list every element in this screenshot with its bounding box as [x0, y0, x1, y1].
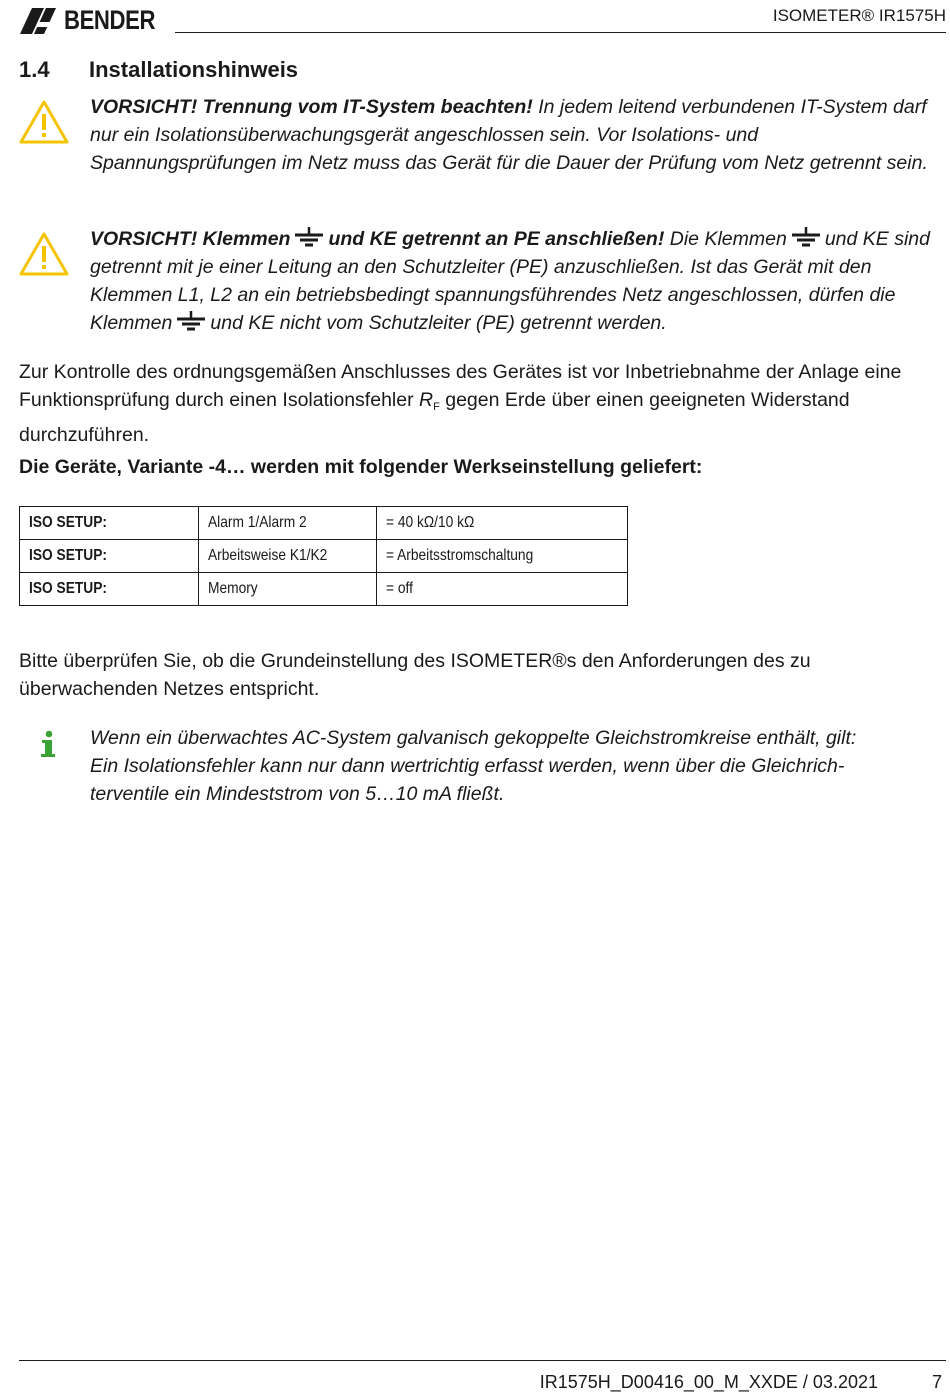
table-cell	[20, 573, 199, 606]
footer-divider	[19, 1360, 946, 1361]
ground-symbol-icon	[176, 311, 206, 331]
table-cell	[377, 507, 628, 540]
warning-it-system	[90, 93, 938, 177]
table-row	[20, 540, 628, 573]
table-cell-text: = Arbeitsstromschaltung	[386, 547, 534, 564]
warning-pe-title-a: VORSICHT! Klemmen	[90, 228, 291, 250]
info-note-line2: Ein Isolationsfehler kann nur dann wertrichtig erfasst werden, wenn über die Gleichrich-	[90, 755, 845, 777]
table-cell-text: Alarm 1/Alarm 2	[208, 514, 307, 531]
table-cell-text: = 40 kΩ/10 kΩ	[386, 514, 475, 531]
info-note	[90, 724, 938, 808]
table-cell	[20, 507, 199, 540]
warning-it-system-title: VORSICHT! Trennung vom IT-System beachten!	[90, 96, 533, 118]
info-icon	[38, 730, 58, 758]
warning-it-system-text: In jedem leitend verbundenen IT-System darf nur ein Isolationsüberwachungsgerät angeschlossen sein. Vor Isolations- und Spannungsprüfungen im Netz muss das Gerät für die Dauer der Prüfung vom Netz getrennt sein.	[90, 96, 928, 174]
warning-triangle-icon	[18, 99, 70, 145]
ground-symbol-icon	[294, 227, 324, 247]
resistance-subscript: F	[433, 401, 440, 413]
table-cell-text: ISO SETUP:	[29, 580, 107, 597]
para1-text-a: Zur Kontrolle des ordnungsgemäßen Anschlusses des Gerätes ist vor Inbetriebnahme der Anlage eine Funktionsprüfung durch einen Isolationsfehler	[19, 361, 902, 411]
table-cell-text: ISO SETUP:	[29, 514, 107, 531]
bender-logo	[18, 5, 175, 36]
table-cell-text: Memory	[208, 580, 258, 597]
table-cell-text: Arbeitsweise K1/K2	[208, 547, 328, 564]
table-cell-text: = off	[386, 580, 413, 597]
info-note-line3: terventile ein Mindeststrom von 5…10 mA fließt.	[90, 783, 505, 805]
section-number: 1.4	[19, 57, 50, 82]
section-heading	[19, 57, 298, 83]
table-cell	[199, 507, 377, 540]
table-row	[20, 573, 628, 606]
footer-document-id: IR1575H_D00416_00_M_XXDE / 03.2021	[539, 1372, 878, 1392]
warning-pe-connection	[90, 225, 938, 337]
table-row	[20, 507, 628, 540]
warning-pe-text-c: und KE nicht vom Schutzleiter (PE) getrennt werden.	[210, 312, 667, 334]
ground-symbol-icon	[791, 227, 821, 247]
bender-logo-icon	[18, 6, 58, 36]
table-cell	[199, 573, 377, 606]
table-cell	[199, 540, 377, 573]
warning-triangle-icon	[18, 231, 70, 277]
function-test-paragraph	[19, 358, 938, 449]
factory-settings-table	[19, 506, 628, 606]
brand-name: BENDER	[64, 5, 156, 35]
warning-pe-text-b: und KE sind getrennt mit je einer Leitung an den Schutzleiter (PE) anzuschließen. Ist das Gerät mit den Klemmen L1, L2 an ein betriebsbedingt spannungsführendes Netz angeschlossen, dürfen die Klemmen	[90, 228, 930, 334]
para1-text-b: gegen Erde über einen geeigneten Widerstand durchzuführen.	[19, 389, 850, 446]
header-product-name: ISOMETER® IR1575H	[772, 6, 946, 25]
table-cell	[20, 540, 199, 573]
resistance-symbol: R	[419, 389, 434, 411]
warning-pe-title-b: und KE getrennt an PE anschließen!	[328, 228, 665, 250]
header-divider	[175, 32, 946, 33]
section-title: Installationshinweis	[89, 57, 299, 82]
table-cell-text: ISO SETUP:	[29, 547, 107, 564]
table-cell	[377, 540, 628, 573]
table-cell	[377, 573, 628, 606]
factory-settings-heading: Die Geräte, Variante -4… werden mit folgender Werkseinstellung geliefert:	[19, 456, 703, 478]
footer-page-number: 7	[931, 1372, 942, 1392]
info-note-line1: Wenn ein überwachtes AC-System galvanisch gekoppelte Gleichstromkreise enthält, gilt:	[90, 727, 857, 749]
basic-settings-paragraph: Bitte überprüfen Sie, ob die Grundeinstellung des ISOMETER®s den Anforderungen des zu überwachenden Netzes entspricht.	[19, 650, 811, 700]
warning-pe-text-a: Die Klemmen	[664, 228, 787, 250]
